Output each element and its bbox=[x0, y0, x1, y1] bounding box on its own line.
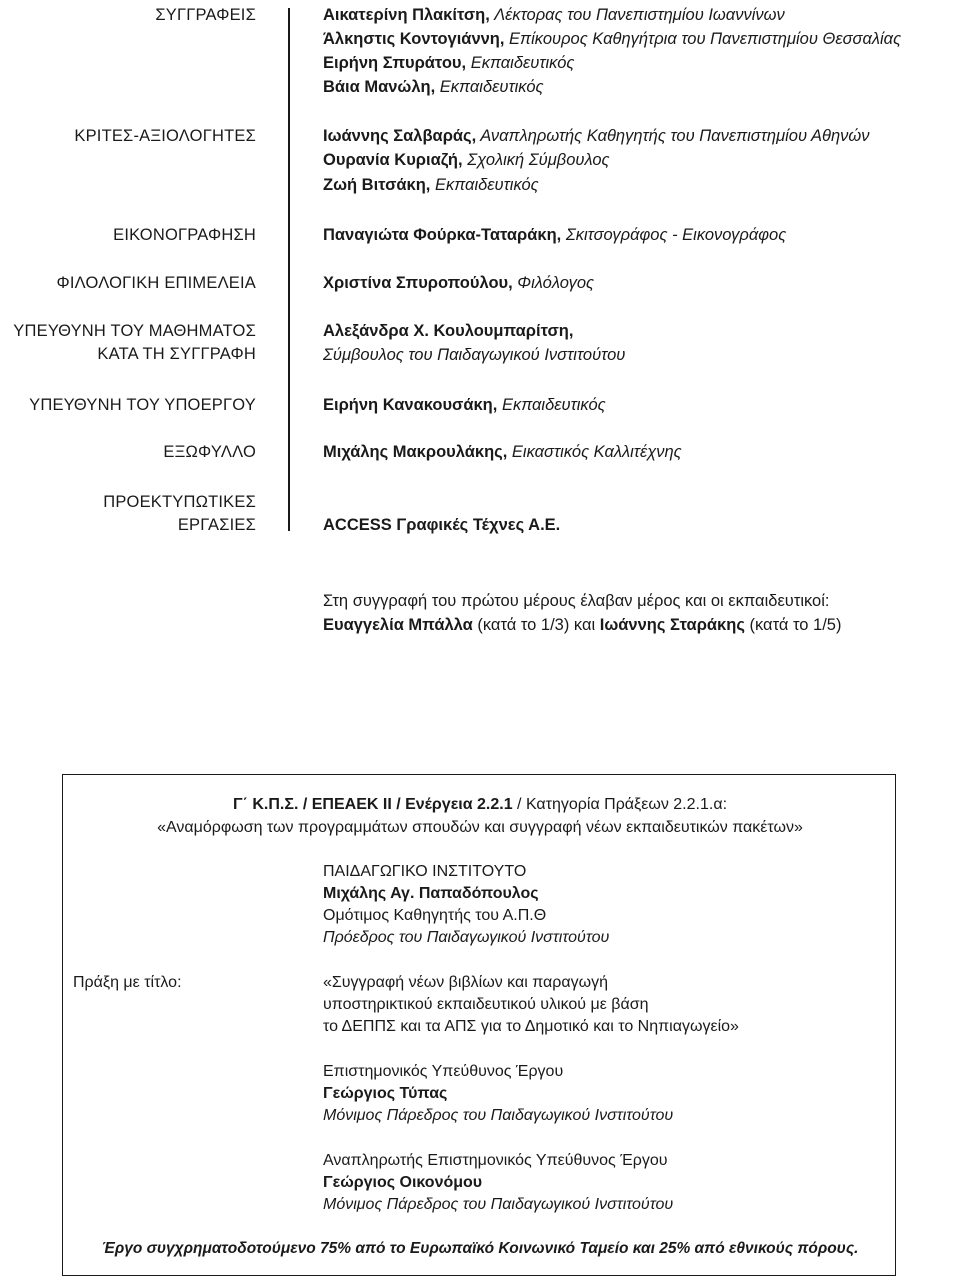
course-responsible-name: Αλεξάνδρα Χ. Κουλουμπαρίτση, bbox=[323, 322, 574, 340]
column-divider bbox=[288, 8, 290, 531]
deputy-lead-name: Γεώργιος Οικονόμου bbox=[323, 1174, 483, 1191]
editor: Χριστίνα Σπυροπούλου, Φιλόλογος bbox=[323, 274, 595, 292]
president-name: Μιχάλης Αγ. Παπαδόπουλος bbox=[323, 885, 539, 902]
scientific-lead-name: Γεώργιος Τύπας bbox=[323, 1085, 448, 1102]
author-4: Βάια Μανώλη, Εκπαιδευτικός bbox=[323, 78, 544, 96]
prepress-company: ACCESS Γραφικές Τέχνες Α.Ε. bbox=[323, 516, 561, 534]
action-title-line1: «Συγγραφή νέων βιβλίων και παραγωγή bbox=[323, 974, 608, 991]
label-subproject: ΥΠΕΥΘΥΝΗ ΤΟΥ ΥΠΟΕΡΓΟΥ bbox=[29, 396, 256, 414]
scientific-lead-role: Μόνιμος Πάρεδρος του Παιδαγωγικού Ινστιτούτου bbox=[323, 1107, 674, 1124]
label-editing: ΦΙΛΟΛΟΓΙΚΗ ΕΠΙΜΕΛΕΙΑ bbox=[56, 274, 256, 292]
label-reviewers: ΚΡΙΤΕΣ-ΑΞΙΟΛΟΓΗΤΕΣ bbox=[74, 127, 256, 145]
action-title-line3: το ΔΕΠΠΣ και τα ΑΠΣ για το Δημοτικό και το Νηπιαγωγείο» bbox=[323, 1018, 739, 1035]
label-course-line2: ΚΑΤΑ ΤΗ ΣΥΓΓΡΑΦΗ bbox=[97, 345, 256, 363]
scientific-lead-title: Επιστημονικός Υπεύθυνος Έργου bbox=[323, 1063, 564, 1080]
label-prepress-line2: ΕΡΓΑΣΙΕΣ bbox=[177, 516, 256, 534]
action-label: Πράξη με τίτλο: bbox=[73, 974, 182, 991]
label-authors: ΣΥΓΓΡΑΦΕΙΣ bbox=[155, 6, 256, 24]
author-1: Αικατερίνη Πλακίτση, Λέκτορας του Πανεπιστημίου Ιωαννίνων bbox=[323, 6, 785, 24]
program-title: «Αναμόρφωση των προγραμμάτων σπουδών και συγγραφή νέων εκπαιδευτικών πακέτων» bbox=[157, 819, 803, 836]
label-cover: ΕΞΩΦΥΛΛΟ bbox=[163, 443, 256, 461]
author-3: Ειρήνη Σπυράτου, Εκπαιδευτικός bbox=[323, 54, 575, 72]
author-2: Άλκηστις Κοντογιάννη, Επίκουρος Καθηγήτρια του Πανεπιστημίου Θεσσαλίας bbox=[323, 30, 902, 48]
institute-name: ΠΑΙΔΑΓΩΓΙΚΟ ΙΝΣΤΙΤΟΥΤΟ bbox=[323, 863, 527, 880]
course-responsible-role: Σύμβουλος του Παιδαγωγικού Ινστιτούτου bbox=[323, 346, 626, 364]
funding-statement: Έργο συγχρηματοδοτούμενο 75% από το Ευρωπαϊκό Κοινωνικό Ταμείο και 25% από εθνικούς πόρους. bbox=[101, 1240, 859, 1257]
label-prepress-line1: ΠΡΟΕΚΤΥΠΩΤΙΚΕΣ bbox=[103, 493, 256, 511]
illustrator: Παναγιώτα Φούρκα-Ταταράκη, Σκιτσογράφος - Εικονογράφος bbox=[323, 226, 787, 244]
reviewer-2: Ουρανία Κυριαζή, Σχολική Σύμβουλος bbox=[323, 151, 610, 169]
president-role: Πρόεδρος του Παιδαγωγικού Ινστιτούτου bbox=[323, 929, 610, 946]
subproject-responsible: Ειρήνη Κανακουσάκη, Εκπαιδευτικός bbox=[323, 396, 606, 414]
program-line: Γ΄ Κ.Π.Σ. / ΕΠΕΑΕΚ ΙΙ / Ενέργεια 2.2.1 / Κατηγορία Πράξεων 2.2.1.α: bbox=[232, 796, 728, 813]
reviewer-1: Ιωάννης Σαλβαράς, Αναπληρωτής Καθηγητής του Πανεπιστημίου Αθηνών bbox=[323, 127, 870, 145]
label-illustration: ΕΙΚΟΝΟΓΡΑΦΗΣΗ bbox=[113, 226, 256, 244]
deputy-lead-role: Μόνιμος Πάρεδρος του Παιδαγωγικού Ινστιτούτου bbox=[323, 1196, 674, 1213]
action-title-line2: υποστηρικτικού εκπαιδευτικού υλικού με βάση bbox=[323, 996, 649, 1013]
reviewer-3: Ζωή Βιτσάκη, Εκπαιδευτικός bbox=[323, 176, 539, 194]
label-course-line1: ΥΠΕΥΘΥΝΗ ΤΟΥ ΜΑΘΗΜΑΤΟΣ bbox=[13, 322, 256, 340]
note-line1: Στη συγγραφή του πρώτου μέρους έλαβαν μέρος και οι εκπαιδευτικοί: bbox=[323, 592, 830, 610]
deputy-lead-title: Αναπληρωτής Επιστημονικός Υπεύθυνος Έργου bbox=[323, 1152, 668, 1169]
cover-artist: Μιχάλης Μακρουλάκης, Εικαστικός Καλλιτέχνης bbox=[323, 443, 682, 461]
note-line2: Ευαγγελία Μπάλλα (κατά το 1/3) και Ιωάννης Σταράκης (κατά το 1/5) bbox=[323, 616, 842, 634]
president-title: Ομότιμος Καθηγητής του Α.Π.Θ bbox=[323, 907, 547, 924]
